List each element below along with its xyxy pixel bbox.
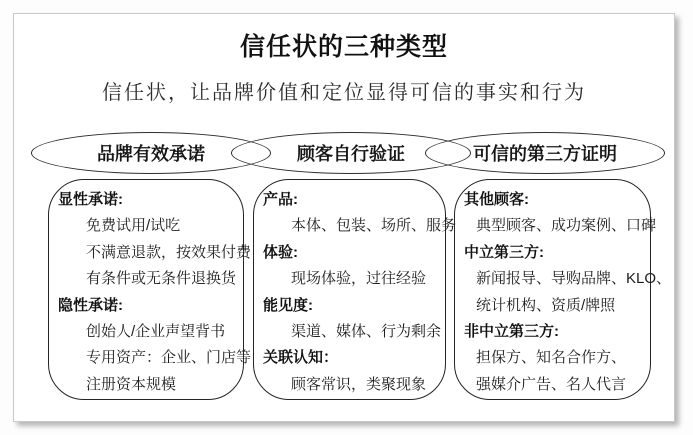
box1-item: 有条件或无条件退换货 — [86, 270, 237, 288]
box-brand-promise-details — [48, 179, 252, 400]
card — [13, 13, 675, 422]
box2-item: 现场体验，过往经验 — [291, 270, 427, 288]
box1-heading-explicit-promise: 显性承诺: — [58, 191, 123, 208]
box2-item: 顾客常识，类聚现象 — [291, 375, 427, 393]
ellipse-third-party-proof-label: 可信的第三方证明 — [473, 144, 617, 164]
ellipse-brand-promise-label: 品牌有效承诺 — [97, 144, 205, 164]
box3-heading-neutral-third-party: 中立第三方: — [464, 243, 544, 261]
box-third-party-proof-details — [454, 179, 672, 400]
box3-item: 强媒介广告、名人代言 — [476, 375, 627, 393]
box3-heading-non-neutral-third-party: 非中立第三方: — [464, 323, 559, 341]
ellipse-customer-verification-label: 顾客自行验证 — [297, 144, 405, 164]
box3-heading-other-customers: 其他顾客: — [464, 191, 529, 208]
box3-item: 典型顾客、成功案例、口碑 — [476, 217, 657, 235]
box-customer-verification-details — [253, 179, 457, 400]
box2-heading-associated-cognition: 关联认知： — [263, 349, 339, 367]
page-title: 信任状的三种类型 — [239, 33, 448, 61]
box2-item: 本体、包装、场所、服务 — [291, 217, 457, 235]
box2-item: 渠道、媒体、行为剩余 — [291, 323, 442, 341]
box2-heading-product: 产品: — [263, 191, 298, 208]
page-subtitle: 信任状，让品牌价值和定位显得可信的事实和行为 — [102, 82, 586, 104]
box1-item: 创始人/企业声望背书 — [86, 323, 226, 341]
box1-item: 专用资产：企业、门店等 — [86, 349, 252, 367]
ellipse-third-party-proof — [425, 132, 665, 174]
box1-heading-implicit-promise: 隐性承诺: — [58, 296, 123, 314]
box1-item: 不满意退款，按效果付费 — [86, 243, 252, 261]
box3-item: 统计机构、资质/牌照 — [476, 296, 616, 314]
box1-item: 免费试用/试吃 — [86, 217, 181, 235]
box2-heading-experience: 体验: — [263, 243, 298, 261]
box3-item: 担保方、知名合作方、 — [476, 349, 627, 367]
box1-item: 注册资本规模 — [86, 375, 177, 393]
box3-item: 新闻报导、导购品牌、KLO、 — [476, 270, 672, 288]
box2-heading-visibility: 能见度: — [263, 296, 313, 314]
